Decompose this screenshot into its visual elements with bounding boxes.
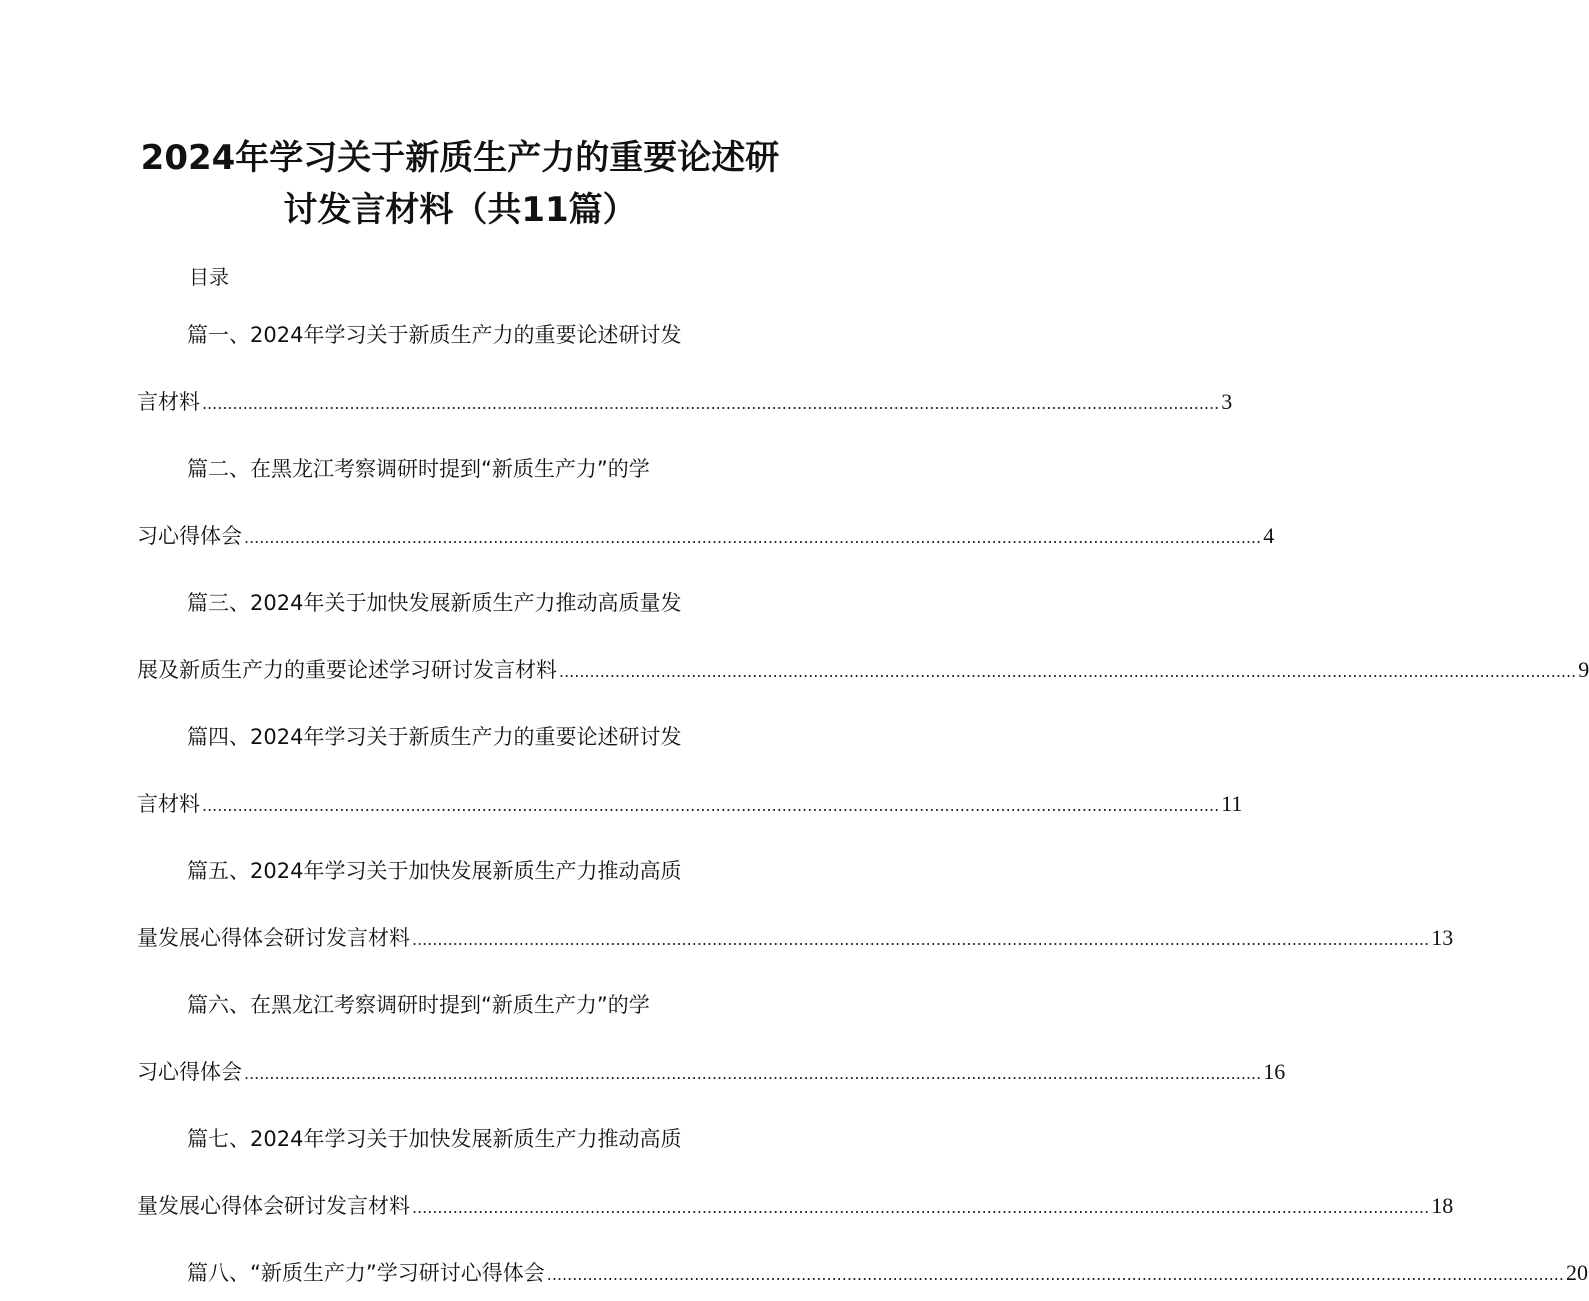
toc-entry-4[interactable] [0,714,1243,827]
toc-leader-dots: ........................................................................................................................................................................................................ [559,662,1577,681]
toc-entry-continuation [0,781,1243,827]
toc-entry-continuation [0,915,1454,961]
toc-leader-dots: ........................................................................................................................................................................................................ [412,1198,1430,1217]
toc-entry-8[interactable] [0,1250,1588,1296]
toc-entry-2[interactable] [0,446,1275,559]
toc-entry-text: 习心得体会 [137,1060,242,1084]
toc-entry-continuation [0,647,1589,693]
toc-entry-3[interactable] [0,580,1589,693]
toc-heading: 目录 [189,265,229,289]
document-title [0,132,920,236]
title-line-2: 讨发言材料（共11篇） [283,190,637,230]
toc-entry-line [0,1250,1588,1296]
toc-list [0,312,1589,1296]
toc-leader-dots: ........................................................................................................................................................................................................ [546,1265,1564,1284]
toc-entry-title: 篇五、2024年学习关于加快发展新质生产力推动高质 [187,859,682,883]
toc-page-number: 18 [1431,1193,1454,1218]
toc-entry-continuation [0,379,1233,425]
toc-entry-text: 言材料 [137,792,200,816]
toc-entry-text: 篇八、“新质生产力”学习研讨心得体会 [187,1261,545,1285]
toc-leader-dots: ........................................................................................................................................................................................................ [412,930,1430,949]
toc-page-number: 3 [1221,389,1233,414]
toc-entry-continuation [0,1049,1286,1095]
title-line-1: 2024年学习关于新质生产力的重要论述研 [140,138,780,178]
toc-entry-text: 言材料 [137,390,200,414]
toc-entry-5[interactable] [0,848,1454,961]
toc-entry-text: 量发展心得体会研讨发言材料 [137,1194,410,1218]
toc-page-number: 9 [1578,657,1589,682]
toc-entry-title: 篇一、2024年学习关于新质生产力的重要论述研讨发 [187,323,682,347]
toc-page-number: 4 [1263,523,1275,548]
toc-entry-continuation [0,513,1275,559]
toc-entry-title: 篇三、2024年关于加快发展新质生产力推动高质量发 [187,591,682,615]
toc-entry-title: 篇六、在黑龙江考察调研时提到“新质生产力”的学 [187,993,650,1017]
toc-entry-1[interactable] [0,312,1233,425]
toc-entry-title: 篇七、2024年学习关于加快发展新质生产力推动高质 [187,1127,682,1151]
toc-entry-text: 量发展心得体会研讨发言材料 [137,926,410,950]
toc-entry-title: 篇四、2024年学习关于新质生产力的重要论述研讨发 [187,725,682,749]
toc-leader-dots: ........................................................................................................................................................................................................ [244,1064,1262,1083]
toc-leader-dots: ........................................................................................................................................................................................................ [244,528,1262,547]
toc-page-number: 11 [1221,791,1243,816]
toc-page-number: 13 [1431,925,1454,950]
toc-page-number: 20 [1565,1260,1588,1285]
toc-entry-text: 习心得体会 [137,524,242,548]
toc-leader-dots: ........................................................................................................................................................................................................ [202,394,1220,413]
toc-entry-continuation [0,1183,1454,1229]
toc-entry-text: 展及新质生产力的重要论述学习研讨发言材料 [137,658,557,682]
toc-leader-dots: ........................................................................................................................................................................................................ [202,796,1220,815]
toc-entry-7[interactable] [0,1116,1454,1229]
toc-entry-6[interactable] [0,982,1286,1095]
toc-entry-title: 篇二、在黑龙江考察调研时提到“新质生产力”的学 [187,457,650,481]
toc-page-number: 16 [1263,1059,1286,1084]
